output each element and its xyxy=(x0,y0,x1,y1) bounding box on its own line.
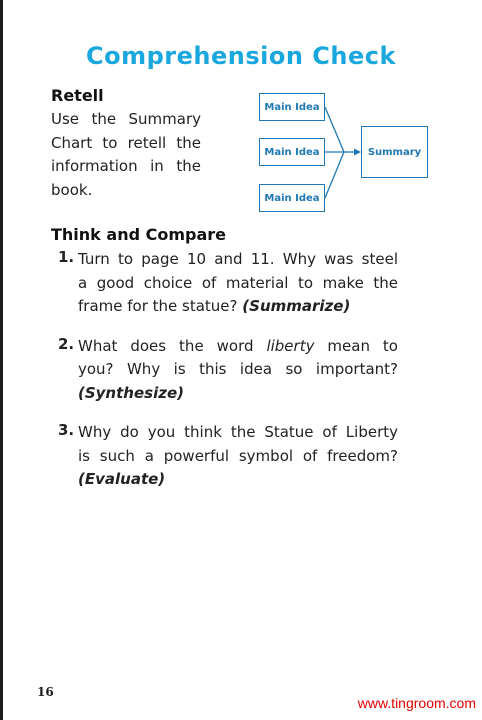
page-edge-rule xyxy=(0,0,3,720)
main-idea-box: Main Idea xyxy=(259,138,325,166)
main-idea-box: Main Idea xyxy=(259,93,325,121)
question-line xyxy=(78,295,398,319)
page-number: 16 xyxy=(37,685,54,699)
question-skill: (Evaluate) xyxy=(78,470,166,488)
connector-line xyxy=(325,107,344,152)
connector-line xyxy=(325,152,344,198)
retell-line: book. xyxy=(51,180,93,199)
retell-instructions xyxy=(51,108,201,202)
retell-heading: Retell xyxy=(51,86,104,105)
main-idea-box: Main Idea xyxy=(259,184,325,212)
question-skill: (Summarize) xyxy=(242,297,351,315)
question-skill: (Synthesize) xyxy=(78,383,184,402)
retell-line: Chart to retell the xyxy=(51,133,201,152)
summary-chart xyxy=(254,89,434,219)
question-list xyxy=(58,248,398,508)
question-line: a good choice of material to make the xyxy=(78,273,398,292)
retell-line: information in the xyxy=(51,157,201,175)
question-line: is such a powerful symbol of freedom? xyxy=(78,446,398,465)
retell-line: Use the Summary xyxy=(51,110,201,128)
watermark-link[interactable]: www.tingroom.com xyxy=(357,695,476,711)
question-number: 3. xyxy=(58,421,75,439)
question-text: mean to xyxy=(327,336,398,355)
think-compare-heading: Think and Compare xyxy=(51,225,226,244)
question-text: What does the word xyxy=(78,336,254,355)
question-item xyxy=(58,248,398,319)
question-number: 1. xyxy=(58,248,75,266)
question-line: Why do you think the Statue of Liberty xyxy=(78,423,398,441)
question-number: 2. xyxy=(58,334,75,353)
page-title: Comprehension Check xyxy=(86,42,396,70)
question-text: frame for the statue? xyxy=(78,297,238,315)
question-line: you? Why is this idea so important? xyxy=(78,360,398,378)
question-line: Turn to page 10 and 11. Why was steel xyxy=(78,250,398,268)
summary-box: Summary xyxy=(361,126,428,178)
emphasized-word: liberty xyxy=(266,336,315,355)
question-item xyxy=(58,421,398,492)
question-item xyxy=(58,335,398,406)
arrowhead-icon xyxy=(354,149,361,156)
question-line xyxy=(78,335,398,359)
